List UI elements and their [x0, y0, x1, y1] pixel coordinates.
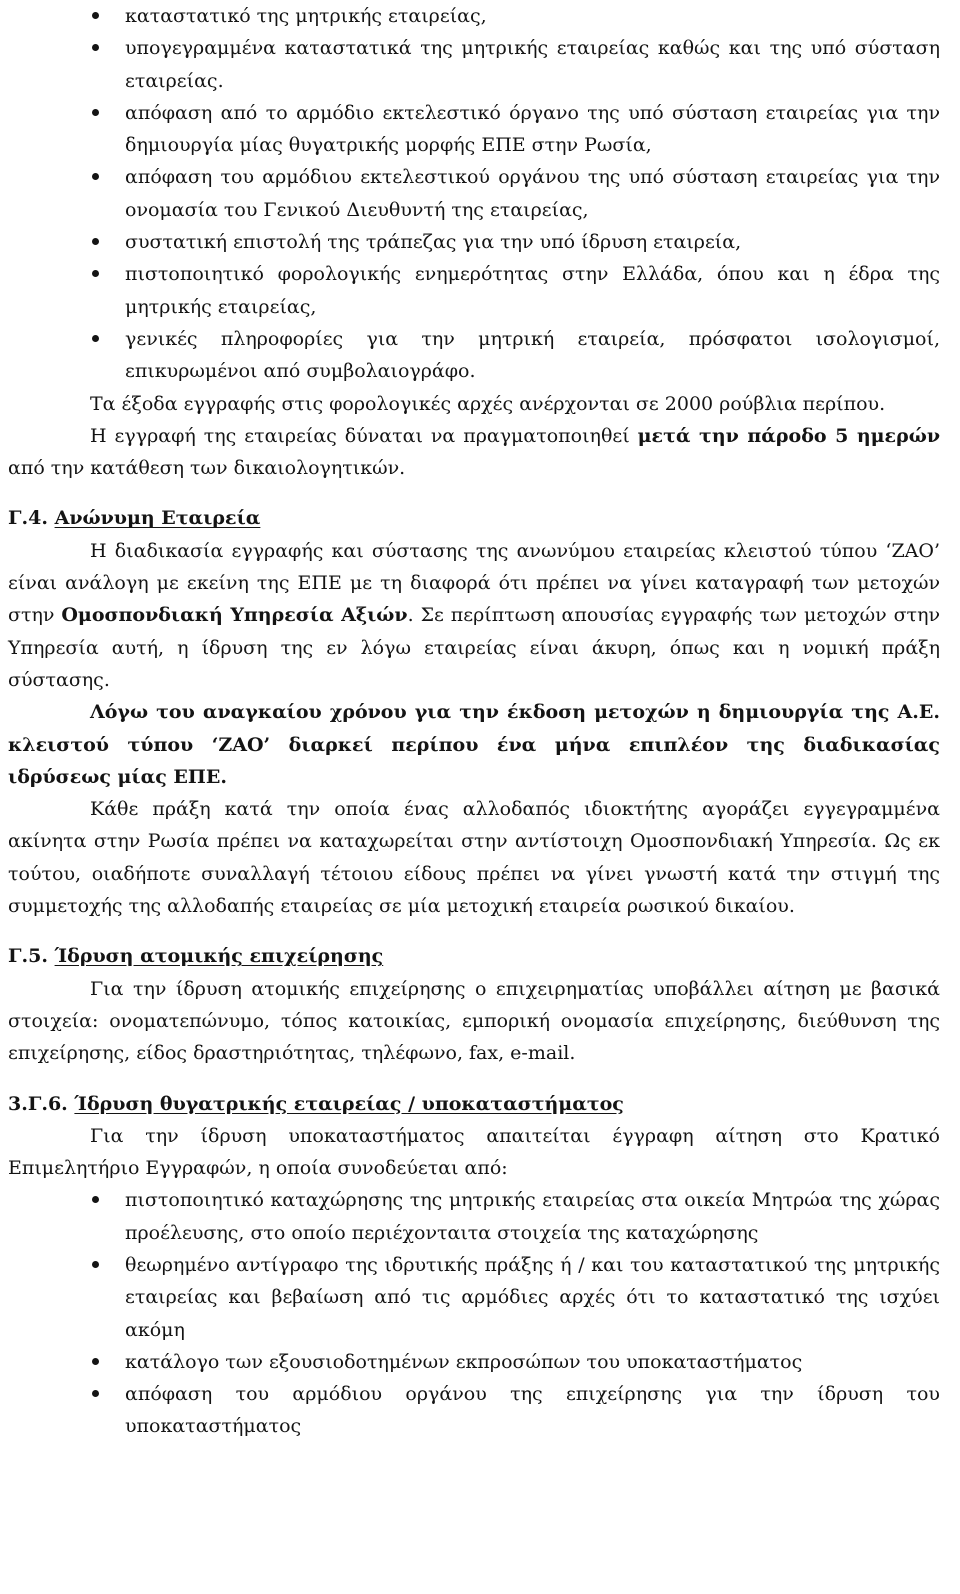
- section-number: 3.Γ.6.: [8, 1092, 68, 1115]
- g4-paragraph-2: [8, 696, 940, 793]
- g4-paragraph-3: Κάθε πράξη κατά την οποία ένας αλλοδαπός ιδιοκτήτης αγοράζει εγγεγραμμένα ακίνητα στην Ρωσία πρέπει να καταχωρείται στην αντίστοιχη Ομοσπονδιακή Υπηρεσία. Ως εκ τούτου, οιαδήποτε συναλλαγή τέτοιου είδους πρέπει να γίνει γνωστή κατά την στιγμή της συμμετοχής της αλλοδαπής εταιρείας σε μία μετοχική εταιρεία ρωσικού δικαίου.: [8, 798, 940, 918]
- list-item: πιστοποιητικό φορολογικής ενημερότητας στην Ελλάδα, όπου και η έδρα της μητρικής εταιρείας,: [8, 258, 940, 323]
- section-heading-g4: [8, 502, 940, 534]
- list-item: γενικές πληροφορίες για την μητρική εταιρεία, πρόσφατοι ισολογισμοί, επικυρωμένοι από συμβολαιογράφο.: [8, 323, 940, 388]
- text-run: Η εγγραφή της εταιρείας δύναται να πραγματοποιηθεί: [90, 424, 638, 447]
- g5-paragraph-1: Για την ίδρυση ατομικής επιχείρησης ο επιχειρηματίας υποβάλλει αίτηση με βασικά στοιχεία: ονοματεπώνυμο, τόπος κατοικίας, εμπορική ονομασία επιχείρησης, διεύθυνση της επιχείρησης, είδος δραστηριότητας, τηλέφωνο, fax, e-mail.: [8, 977, 940, 1065]
- section-title: Ίδρυση ατομικής επιχείρησης: [54, 945, 384, 968]
- section-heading-g5: [8, 940, 940, 972]
- list-item: πιστοποιητικό καταχώρησης της μητρικής εταιρείας στα οικεία Μητρώα της χώρας προέλευσης, στο οποίο περιέχονταιτα στοιχεία της καταχώρησης: [8, 1184, 940, 1249]
- section-title: Ανώνυμη Εταιρεία: [54, 507, 261, 530]
- g6-paragraph-1: Για την ίδρυση υποκαταστήματος απαιτείται έγγραφη αίτηση στο Κρατικό Επιμελητήριο Εγγραφών, η οποία συνοδεύεται από:: [8, 1124, 940, 1180]
- fees-paragraph: Τα έξοδα εγγραφής στις φορολογικές αρχές ανέρχονται σε 2000 ρούβλια περίπου.: [90, 392, 886, 415]
- bold-text: Λόγω του αναγκαίου χρόνου για την έκδοση μετοχών η δημιουργία της Α.Ε. κλειστού τύπου ‘ΖΑΟ’ διαρκεί περίπου ένα μήνα επιπλέον της διαδικασίας ιδρύσεως μίας ΕΠΕ.: [8, 701, 940, 788]
- list-item: υπογεγραμμένα καταστατικά της μητρικής εταιρείας καθώς και της υπό σύσταση εταιρείας.: [8, 32, 940, 97]
- list-item: θεωρημένο αντίγραφο της ιδρυτικής πράξης ή / και του καταστατικού της μητρικής εταιρείας και βεβαίωση από τις αρμόδιες αρχές ότι το καταστατικό της ισχύει ακόμη: [8, 1249, 940, 1346]
- list-item: απόφαση από το αρμόδιο εκτελεστικό όργανο της υπό σύσταση εταιρείας για την δημιουργία μίας θυγατρικής μορφής ΕΠΕ στην Ρωσία,: [8, 97, 940, 162]
- list-item: κατάλογο των εξουσιοδοτημένων εκπροσώπων του υποκαταστήματος: [8, 1346, 940, 1378]
- section-heading-g6: [8, 1088, 940, 1120]
- text-run: από την κατάθεση των δικαιολογητικών.: [8, 457, 406, 480]
- section-number: Γ.5.: [8, 945, 48, 968]
- text-run: . Σε περίπτωση απουσίας εγγραφής των μετοχών στην Υπηρεσία αυτή, η ίδρυση της εν λόγω εταιρείας είναι άκυρη, όπως και η νομική πράξη σύστασης.: [8, 604, 940, 691]
- list-item: απόφαση του αρμόδιου οργάνου της επιχείρησης για την ίδρυση του υποκαταστήματος: [8, 1378, 940, 1443]
- bold-text: Ομοσπονδιακή Υπηρεσία Αξιών: [61, 604, 408, 627]
- text-run: Η διαδικασία εγγραφής και σύστασης της ανωνύμου εταιρείας κλειστού τύπου ‘ΖΑΟ’ είναι ανάλογη με εκείνη της ΕΠΕ με τη διαφορά ότι πρέπει να γίνει καταγραφή των μετοχών στην: [8, 539, 940, 627]
- list-item: συστατική επιστολή της τράπεζας για την υπό ίδρυση εταιρεία,: [8, 226, 940, 258]
- list-item: απόφαση του αρμόδιου εκτελεστικού οργάνου της υπό σύσταση εταιρείας για την ονομασία του Γενικού Διευθυντή της εταιρείας,: [8, 161, 940, 226]
- section-title: Ίδρυση θυγατρικής εταιρείας / υποκαταστήματος: [74, 1092, 624, 1115]
- list-item: καταστατικό της μητρικής εταιρείας,: [8, 0, 940, 32]
- branch-documents-list: [8, 1184, 940, 1442]
- requirements-list: [8, 0, 940, 388]
- document-page: [8, 0, 940, 1443]
- bold-text: μετά την πάροδο 5 ημερών: [637, 424, 941, 447]
- section-number: Γ.4.: [8, 507, 48, 530]
- registration-paragraph: [8, 420, 940, 485]
- g4-paragraph-1: [8, 535, 940, 696]
